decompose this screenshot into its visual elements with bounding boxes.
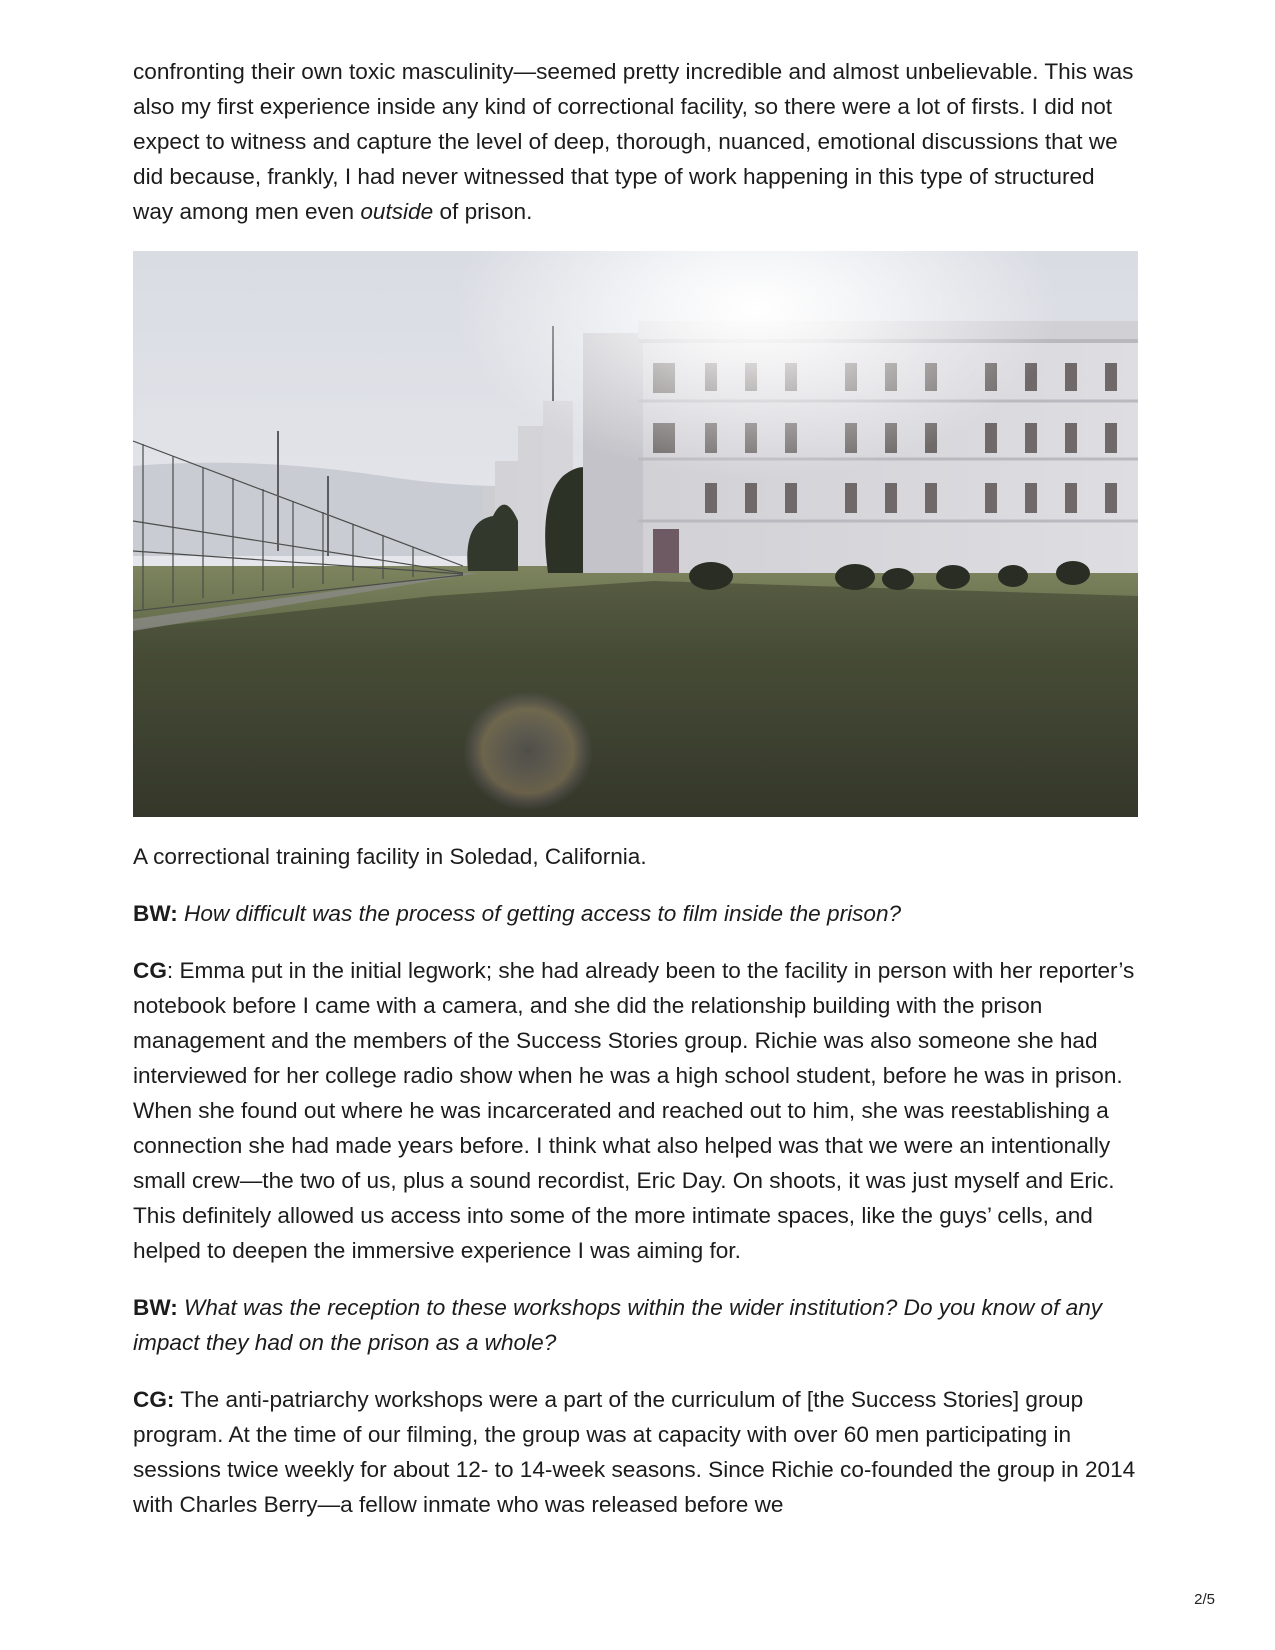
intro-text-end: of prison. [433, 199, 533, 224]
photo-caption: A correctional training facility in Soledad, California. [133, 844, 647, 869]
intro-paragraph [133, 54, 1138, 229]
speaker-label: BW: [133, 1295, 178, 1320]
speaker-label: BW: [133, 901, 178, 926]
question-text: How difficult was the process of getting access to film inside the prison? [177, 901, 902, 926]
page-number: 2/5 [1194, 1591, 1215, 1608]
intro-italic: outside [360, 199, 434, 224]
prison-facility-photo [133, 251, 1138, 817]
answer-text: : Emma put in the initial legwork; she had already been to the facility in person with her reporter’s notebook before I came with a camera, and she did the relationship building with the prison management and the members of the Success Stories group. Richie was also someone she had interviewed for her college radio show when he was a high school student, before he was in prison. When she found out where he was incarcerated and reached out to him, she was reestablishing a connection she had made years before. I think what also helped was that we were an intentionally small crew—the two of us, plus a sound recordist, Eric Day. On shoots, it was just myself and Eric. This definitely allowed us access into some of the more intimate spaces, like the guys’ cells, and helped to deepen the immersive experience I was aiming for. [133, 958, 1135, 1263]
qa-answer-2 [133, 1382, 1138, 1522]
speaker-label: CG [133, 958, 167, 983]
intro-text: confronting their own toxic masculinity—seemed pretty incredible and almost unbelievable. This was also my first experience inside any kind of correctional facility, so there were a lot of firsts. I did not expect to witness and capture the level of deep, thorough, nuanced, emotional discussions that we did because, frankly, I had never witnessed that type of work happening in this type of structured way among men even [133, 59, 1134, 224]
qa-question-1 [133, 896, 1138, 931]
answer-text: The anti-patriarchy workshops were a part of the curriculum of [the Success Stories] group program. At the time of our filming, the group was at capacity with over 60 men participating in sessions twice weekly for about 12- to 14-week seasons. Since Richie co-founded the group in 2014 with Charles Berry—a fellow inmate who was released before we [133, 1387, 1136, 1517]
question-text: What was the reception to these workshops within the wider institution? Do you know of any impact they had on the prison as a whole? [133, 1295, 1103, 1355]
sun-glare [133, 251, 1138, 817]
article-page [133, 54, 1138, 1544]
qa-question-2 [133, 1290, 1138, 1360]
speaker-label: CG: [133, 1387, 175, 1412]
lens-flare [463, 691, 593, 811]
qa-answer-1 [133, 953, 1138, 1268]
